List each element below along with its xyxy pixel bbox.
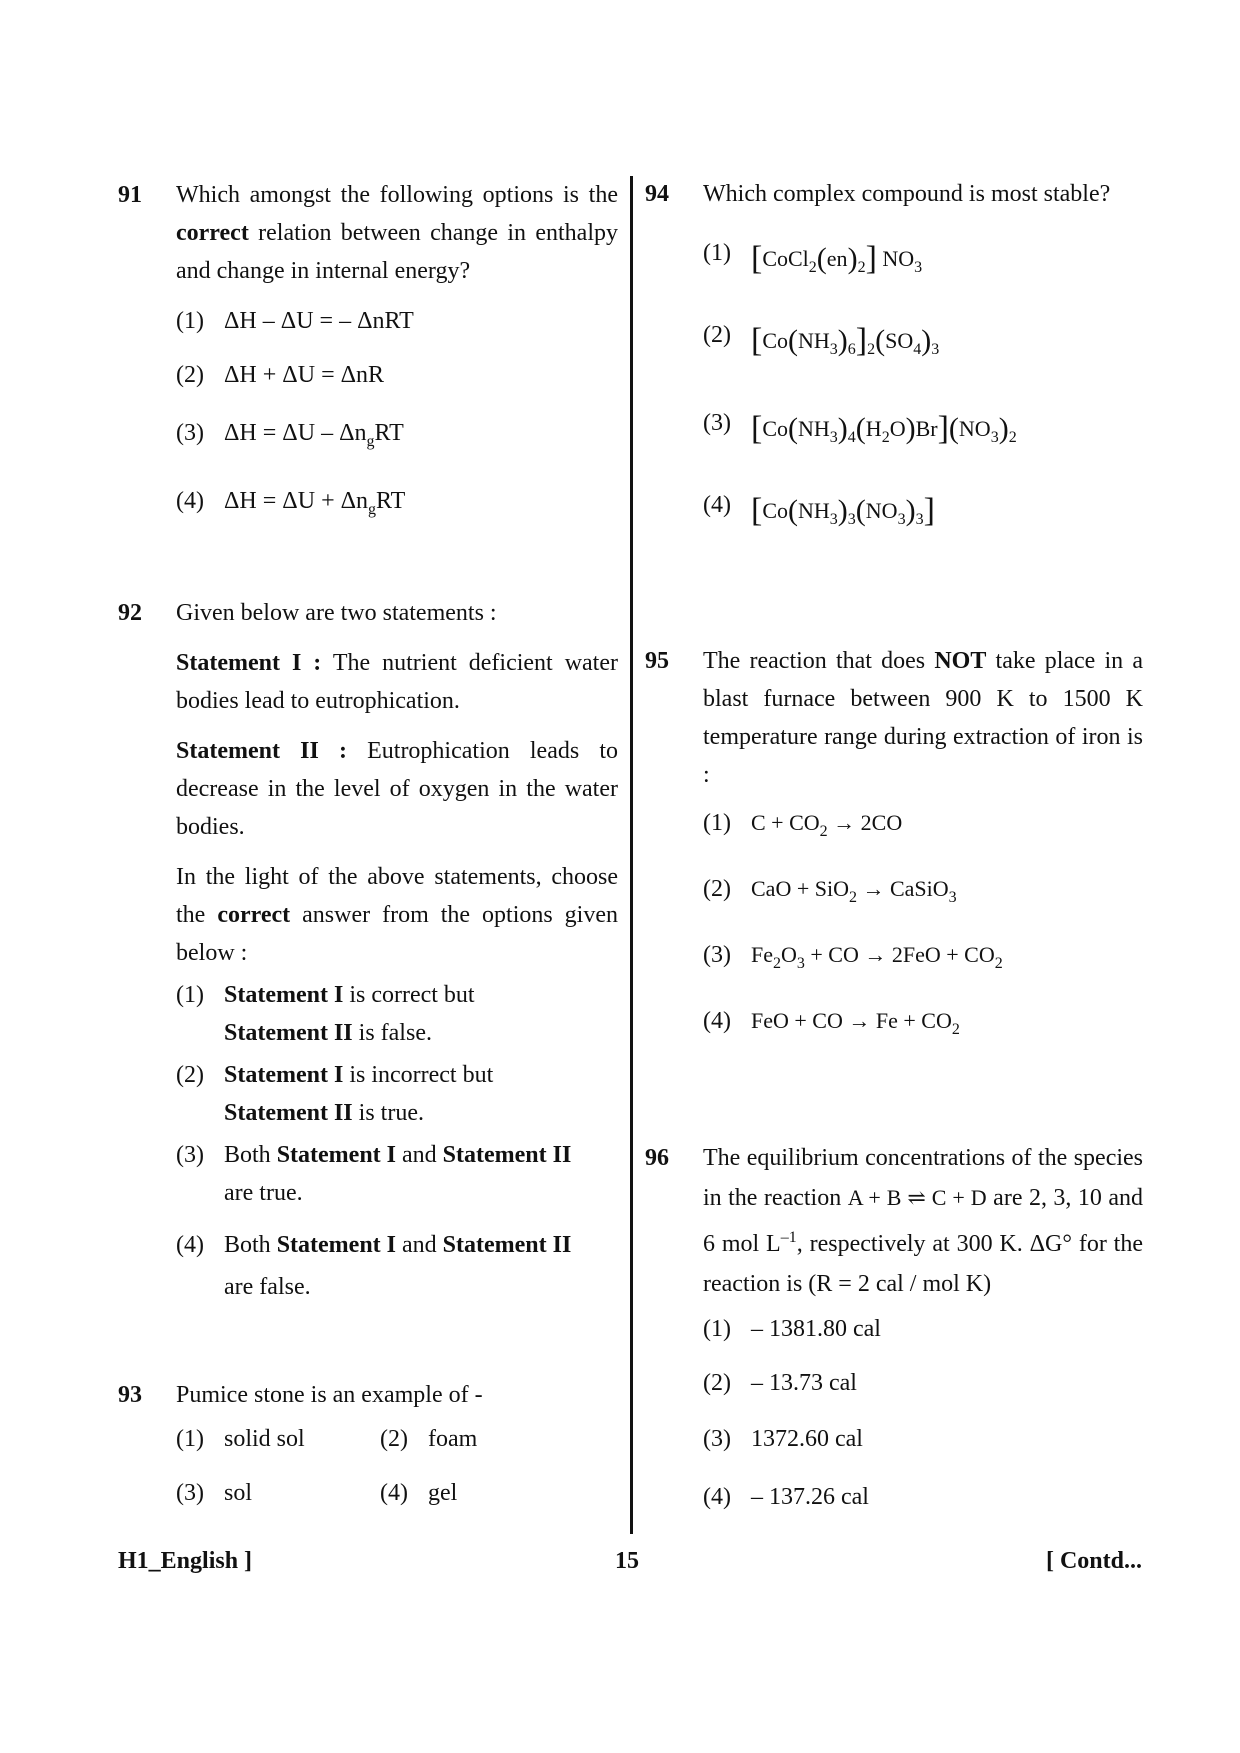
question-92 [118,594,618,984]
option-91-3[interactable]: (3) $\Delta H = \Delta U - \Delta n_gRT$ [176,420,404,450]
reaction-equation: A + B ⇌ C + D [847,1185,987,1210]
footer-booklet-code: H1_English ] [118,1548,253,1574]
question-text: The equilibrium concentrations of the species in the reaction A + B ⇌ C + D are 2, 3, 10 and 6 mol $L^{-1}$, respectively at 300 K. ΔG° for the reaction is (R = 2 cal / mol K) [703,1145,1144,1297]
question-text: Given below are two statements : Statement I : The nutrient deficient water bodies lead to eutrophication. Statement II : Eutrophication leads to decrease in the level of oxygen in the water bodies. In the light of the above statements, choose the correct answer from the options given below : [176,600,619,966]
question-95 [645,642,1143,794]
option-94-3[interactable]: (3) $[Co(NH_3)_4(H_2O)Br](NO_3)_2$ [703,410,1017,447]
option-92-2[interactable]: (2) Statement I is incorrect but Statement II is true. [176,1062,494,1126]
question-94 [645,175,1143,213]
option-91-2[interactable]: (2) ΔH + ΔU = ΔnR [176,362,385,388]
option-96-2[interactable]: (2) – 13.73 cal [703,1370,857,1396]
footer-continued: [ Contd... [1045,1548,1142,1574]
question-text: The reaction that does NOT take place in a blast furnace between 900 K to 1500 K temperature range during extraction of iron is : [703,648,1144,788]
option-93-1[interactable]: (1) solid sol [176,1426,305,1452]
footer-page-number: 15 [615,1548,639,1574]
option-92-4[interactable]: (4) Both Statement I and Statement II are false. [176,1232,572,1300]
option-96-1[interactable]: (1) – 1381.80 cal [703,1316,881,1342]
option-94-4[interactable]: (4) $[Co(NH_3)_3(NO_3)_3]$ [703,492,935,529]
option-93-3[interactable]: (3) sol [176,1480,253,1506]
statement-1: Statement I : The nutrient deficient water bodies lead to eutrophication. [176,650,618,714]
option-91-4[interactable]: (4) $\Delta H = \Delta U + \Delta n_gRT$ [176,488,406,518]
question-text: Which complex compound is most stable? [703,181,1111,207]
option-95-4[interactable]: (4) FeO + CO → $Fe + CO_2$ [703,1008,960,1038]
option-93-4[interactable]: (4) gel [380,1480,458,1506]
option-94-1[interactable]: (1) $[CoCl_2(en)_2]$ $NO_3$ [703,240,923,277]
question-text: Which amongst the following options is the correct relation between change in enthalpy and change in internal energy? [176,182,618,284]
option-92-1[interactable]: (1) Statement I is correct but Statement II is false. [176,982,475,1046]
option-93-2[interactable]: (2) foam [380,1426,478,1452]
question-number: 92 [118,600,142,626]
question-number: 93 [118,1382,142,1408]
option-91-1[interactable]: (1) ΔH – ΔU = – ΔnRT [176,308,414,334]
option-95-2[interactable]: (2) CaO + SiO$_2$ → CaSiO$_3$ [703,876,957,906]
option-92-3[interactable]: (3) Both Statement I and Statement II are true. [176,1142,572,1206]
option-96-3[interactable]: (3) 1372.60 cal [703,1426,863,1452]
question-number: 95 [645,648,669,674]
option-95-3[interactable]: (3) $Fe_2O_3$ + CO → $2FeO + CO_2$ [703,942,1003,972]
statement-2: Statement II : Eutrophication leads to decrease in the level of oxygen in the water bodies. [176,738,619,840]
question-91 [118,176,618,290]
question-96 [645,1138,1143,1304]
option-95-1[interactable]: (1) $C + CO_2 \to 2CO$ [703,810,903,840]
option-94-2[interactable]: (2) $[Co(NH_3)_6]_2(SO_4)_3$ [703,322,940,359]
question-number: 96 [645,1145,669,1171]
option-96-4[interactable]: (4) – 137.26 cal [703,1484,869,1510]
question-number: 91 [118,182,142,208]
question-text: Pumice stone is an example of - [176,1382,483,1408]
column-divider [630,176,633,1534]
question-number: 94 [645,181,669,207]
question-93 [118,1376,618,1414]
